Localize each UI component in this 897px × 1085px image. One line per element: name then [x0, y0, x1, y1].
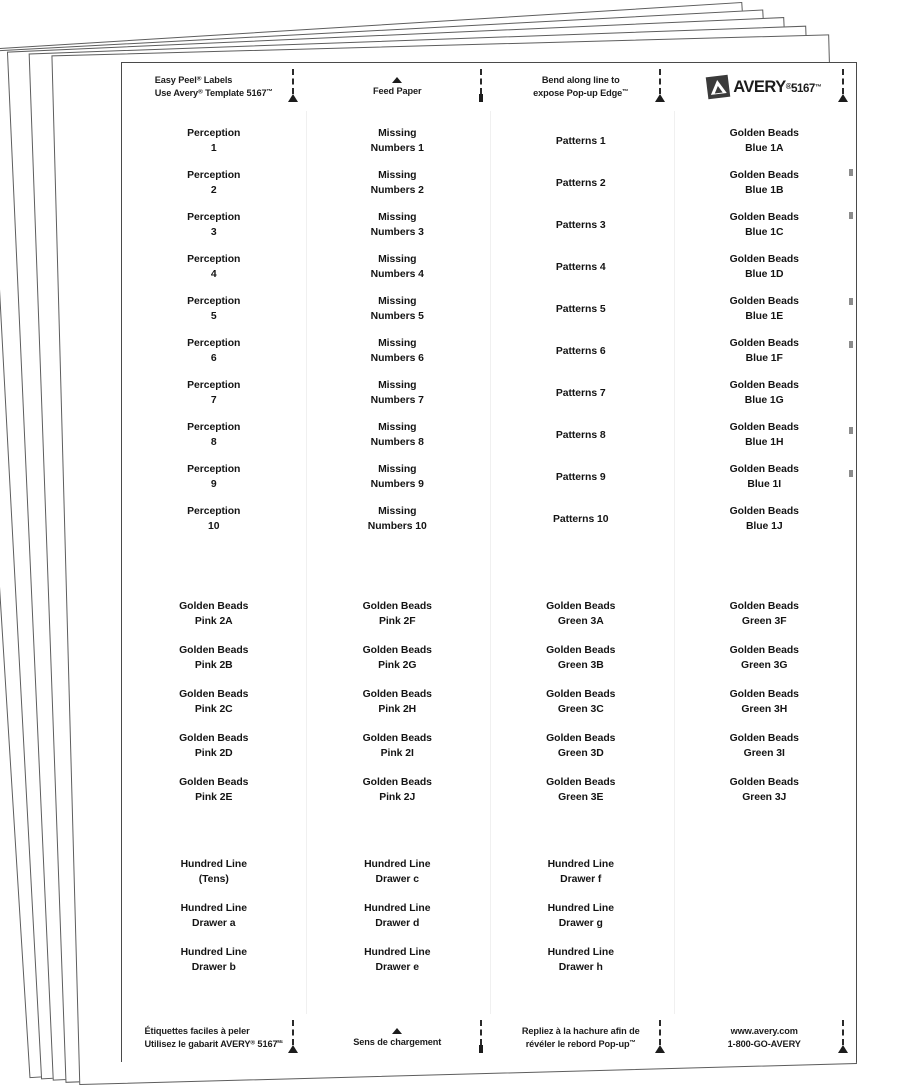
label-cell[interactable] [122, 415, 306, 457]
label-cell[interactable] [306, 681, 490, 725]
label-text-line: 8 [210, 437, 217, 448]
label-text-line: Drawer a [192, 918, 236, 929]
label-cell[interactable] [489, 373, 673, 415]
column-golden-beads-green-a-e [489, 593, 673, 813]
avery-website[interactable]: www.avery.com [730, 1026, 798, 1037]
label-cell[interactable] [122, 373, 306, 415]
label-text-line: Perception [187, 170, 241, 182]
label-cell[interactable] [306, 373, 490, 415]
label-text-line: Missing [378, 464, 417, 476]
label-cell[interactable] [489, 331, 673, 373]
label-cell[interactable] [122, 247, 306, 289]
easy-peel-instruction [122, 63, 306, 111]
label-cell[interactable] [306, 121, 490, 163]
label-text-line: Missing [378, 506, 417, 518]
label-text-line: Golden Beads [546, 689, 616, 701]
label-cell[interactable] [122, 121, 306, 163]
sheet-footer [122, 1014, 856, 1062]
label-cell[interactable] [306, 205, 490, 247]
label-cell[interactable] [489, 457, 673, 499]
label-text-line: Golden Beads [729, 777, 799, 789]
fold-line-arrow-icon [288, 1020, 298, 1053]
label-text-line: Golden Beads [729, 128, 799, 140]
label-cell[interactable] [306, 939, 490, 983]
label-text-line: Patterns 6 [555, 345, 606, 357]
sheet-header [122, 63, 856, 111]
feed-direction-arrow-icon [392, 1028, 402, 1034]
column-hundred-line-empty [673, 851, 857, 983]
column-golden-beads-blue [673, 121, 857, 541]
label-grid [122, 111, 856, 1014]
label-cell[interactable] [122, 939, 306, 983]
label-text-line: Blue 1D [745, 269, 784, 280]
label-cell[interactable] [122, 637, 306, 681]
label-text-line: Pink 2F [378, 616, 416, 627]
label-text-line: Drawer g [558, 918, 603, 929]
fold-line-arrow-icon [838, 69, 848, 102]
label-text-line: Hundred Line [547, 903, 614, 915]
label-text-line: Missing [378, 422, 417, 434]
label-cell[interactable] [489, 415, 673, 457]
label-text-line: Golden Beads [729, 689, 799, 701]
label-text-line: Golden Beads [729, 170, 799, 182]
label-text-line: Perception [187, 506, 241, 518]
label-text-line: Hundred Line [180, 903, 247, 915]
label-text-line: Golden Beads [729, 601, 799, 613]
label-text-line: Golden Beads [362, 733, 432, 745]
label-text-line: Golden Beads [362, 601, 432, 613]
label-cell[interactable] [489, 121, 673, 163]
label-text-line: Golden Beads [546, 601, 616, 613]
label-text-line: 10 [208, 521, 220, 532]
bend-line-instruction [489, 63, 673, 111]
avery-brand-logo [673, 63, 857, 111]
label-text-line: Golden Beads [729, 254, 799, 266]
label-text-line: Pink 2G [378, 660, 417, 671]
label-text-line: Drawer h [558, 962, 603, 973]
column-missing-numbers [306, 121, 490, 541]
label-text-line: Green 3H [741, 704, 788, 715]
label-text-line: Patterns 7 [555, 387, 606, 399]
avery-phone: 1-800-GO-AVERY [727, 1039, 801, 1049]
label-text-line: Perception [187, 128, 241, 140]
label-text-line: Numbers 5 [370, 311, 424, 322]
label-text-line: Golden Beads [179, 689, 249, 701]
label-text-line: Patterns 9 [555, 471, 606, 483]
label-text-line: Pink 2C [194, 704, 233, 715]
label-text-line: Patterns 4 [555, 261, 606, 273]
feed-paper-label: Feed Paper [372, 85, 422, 96]
label-text-line: Missing [378, 254, 417, 266]
label-text-line: Numbers 1 [370, 143, 424, 154]
fold-line-arrow-icon [655, 1020, 665, 1053]
label-text-line: Green 3A [557, 616, 604, 627]
label-text-line: Numbers 10 [367, 521, 427, 532]
label-text-line: Golden Beads [362, 689, 432, 701]
column-golden-beads-pink-f-j [306, 593, 490, 813]
label-text-line: Hundred Line [364, 903, 431, 915]
label-cell[interactable] [122, 499, 306, 541]
feed-paper-instruction [306, 63, 490, 111]
label-text-line: Perception [187, 254, 241, 266]
label-cell[interactable] [306, 247, 490, 289]
column-patterns [489, 121, 673, 541]
label-text-line: Numbers 8 [370, 437, 424, 448]
label-text-line: Perception [187, 464, 241, 476]
label-text-line: Missing [378, 296, 417, 308]
front-label-sheet [121, 62, 857, 1062]
label-cell[interactable] [673, 457, 857, 499]
label-text-line: Blue 1A [745, 143, 784, 154]
label-cell[interactable] [673, 769, 857, 813]
label-cell[interactable] [489, 205, 673, 247]
label-cell[interactable] [489, 725, 673, 769]
label-text-line: Numbers 3 [370, 227, 424, 238]
label-text-line: Perception [187, 338, 241, 350]
label-text-line: Green 3J [742, 792, 787, 803]
label-text-line: Golden Beads [362, 645, 432, 657]
label-cell[interactable] [122, 205, 306, 247]
label-cell[interactable] [673, 289, 857, 331]
column-hundred-line-2 [306, 851, 490, 983]
label-cell[interactable] [306, 851, 490, 895]
label-text-line: Golden Beads [179, 601, 249, 613]
band-perception-patterns-blue [122, 121, 856, 541]
bend-line-2: expose Pop-up Edge™ [533, 88, 629, 98]
label-cell[interactable] [306, 331, 490, 373]
label-text-line: Blue 1C [745, 227, 784, 238]
label-text-line: Perception [187, 296, 241, 308]
label-cell[interactable] [489, 163, 673, 205]
label-cell[interactable] [122, 593, 306, 637]
label-text-line: Numbers 6 [370, 353, 424, 364]
label-cell[interactable] [489, 851, 673, 895]
label-cell[interactable] [122, 725, 306, 769]
label-text-line: Patterns 1 [555, 135, 606, 147]
label-cell[interactable] [489, 939, 673, 983]
label-text-line: Blue 1F [745, 353, 783, 364]
label-cell[interactable] [673, 681, 857, 725]
label-text-line: Pink 2D [194, 748, 233, 759]
label-cell[interactable] [122, 895, 306, 939]
fold-line-slab-icon [479, 1020, 483, 1053]
label-cell[interactable] [489, 769, 673, 813]
column-golden-beads-pink-a-e [122, 593, 306, 813]
label-text-line: Drawer c [375, 874, 419, 885]
label-text-line: Missing [378, 338, 417, 350]
label-text-line: Perception [187, 422, 241, 434]
label-text-line: 4 [210, 269, 217, 280]
label-cell[interactable] [673, 637, 857, 681]
easy-peel-line-2: Use Avery® Template 5167™ [154, 88, 273, 98]
label-text-line: 3 [210, 227, 217, 238]
label-text-line: Blue 1I [747, 479, 782, 490]
label-cell[interactable] [673, 163, 857, 205]
label-text-line: Numbers 2 [370, 185, 424, 196]
label-text-line: Golden Beads [729, 645, 799, 657]
label-text-line: Pink 2I [380, 748, 414, 759]
label-text-line: Patterns 5 [555, 303, 606, 315]
label-text-line: Numbers 4 [370, 269, 424, 280]
feed-direction-arrow-icon [392, 77, 402, 83]
column-hundred-line-1 [122, 851, 306, 983]
label-text-line: Golden Beads [729, 733, 799, 745]
repliez-hachure-instruction [489, 1014, 673, 1062]
column-golden-beads-green-f-j [673, 593, 857, 813]
label-cell[interactable] [122, 851, 306, 895]
label-text-line: Patterns 8 [555, 429, 606, 441]
label-cell[interactable] [122, 289, 306, 331]
label-cell[interactable] [489, 289, 673, 331]
label-text-line: Blue 1E [745, 311, 784, 322]
label-text-line: Golden Beads [362, 777, 432, 789]
label-text-line: Golden Beads [729, 506, 799, 518]
label-text-line: Numbers 9 [370, 479, 424, 490]
label-text-line: Golden Beads [729, 212, 799, 224]
label-text-line: Golden Beads [546, 645, 616, 657]
etiquettes-line-2: Utilisez le gabarit AVERY® $5167^{ᴹᶜ}$ [144, 1039, 284, 1049]
fold-line-arrow-icon [655, 69, 665, 102]
label-text-line: Hundred Line [180, 859, 247, 871]
label-text-line: Drawer b [191, 962, 236, 973]
band-golden-beads-pink-green [122, 593, 856, 813]
label-text-line: Pink 2B [194, 660, 233, 671]
label-cell[interactable] [489, 895, 673, 939]
label-text-line: Pink 2J [379, 792, 416, 803]
label-text-line: Blue 1J [745, 521, 783, 532]
label-text-line: Golden Beads [546, 777, 616, 789]
label-cell[interactable] [306, 725, 490, 769]
registered-mark: ® [785, 81, 792, 91]
label-text-line: Golden Beads [729, 338, 799, 350]
label-cell[interactable] [122, 457, 306, 499]
label-text-line: Pink 2A [194, 616, 233, 627]
label-text-line: Golden Beads [729, 464, 799, 476]
label-text-line: Green 3F [741, 616, 787, 627]
label-text-line: Hundred Line [547, 947, 614, 959]
template-code: 5167 [791, 82, 815, 95]
label-cell[interactable] [306, 499, 490, 541]
label-cell[interactable] [306, 289, 490, 331]
label-cell[interactable] [306, 415, 490, 457]
repliez-line-2: révéler le rebord Pop-up™ [525, 1039, 636, 1049]
label-cell[interactable] [673, 499, 857, 541]
label-text-line: Blue 1H [745, 437, 784, 448]
label-cell[interactable] [673, 415, 857, 457]
label-cell[interactable] [306, 163, 490, 205]
label-text-line: Green 3D [557, 748, 604, 759]
etiquettes-instruction [122, 1014, 306, 1062]
label-cell[interactable] [122, 769, 306, 813]
label-text-line: Patterns 2 [555, 177, 606, 189]
label-cell[interactable] [306, 593, 490, 637]
label-text-line: Missing [378, 380, 417, 392]
avery-wordmark: AVERY [733, 77, 786, 96]
label-text-line: Green 3I [743, 748, 785, 759]
label-text-line: Numbers 7 [370, 395, 424, 406]
label-text-line: Hundred Line [547, 859, 614, 871]
label-text-line: Drawer d [375, 918, 420, 929]
label-text-line: Hundred Line [180, 947, 247, 959]
label-cell[interactable] [306, 637, 490, 681]
label-text-line: 5 [210, 311, 217, 322]
fold-line-arrow-icon [838, 1020, 848, 1053]
label-cell[interactable] [122, 163, 306, 205]
label-text-line: Golden Beads [179, 645, 249, 657]
label-text-line: Golden Beads [546, 733, 616, 745]
label-text-line: Missing [378, 170, 417, 182]
sens-de-chargement-instruction [306, 1014, 490, 1062]
label-text-line: 6 [210, 353, 217, 364]
label-text-line: Hundred Line [364, 859, 431, 871]
etiquettes-line-1: Étiquettes faciles à peler [144, 1026, 250, 1037]
label-text-line: Missing [378, 128, 417, 140]
label-text-line: Drawer f [560, 874, 602, 885]
label-text-line: Patterns 10 [553, 513, 609, 525]
label-cell[interactable] [673, 247, 857, 289]
column-perception [122, 121, 306, 541]
label-cell[interactable] [306, 457, 490, 499]
label-cell[interactable] [306, 769, 490, 813]
label-cell[interactable] [489, 247, 673, 289]
label-text-line: 9 [210, 479, 217, 490]
label-text-line: 1 [210, 143, 217, 154]
label-text-line: Golden Beads [179, 777, 249, 789]
label-text-line: 2 [210, 185, 217, 196]
sens-de-chargement-label: Sens de chargement [353, 1036, 442, 1047]
easy-peel-line-1: Easy Peel® Labels [154, 75, 233, 86]
label-text-line: Golden Beads [729, 380, 799, 392]
label-text-line: Drawer e [375, 962, 419, 973]
label-text-line: Pink 2H [378, 704, 417, 715]
bend-line-1: Bend along line to [541, 75, 620, 86]
label-cell[interactable] [122, 331, 306, 373]
label-cell[interactable] [489, 499, 673, 541]
label-text-line: Blue 1B [745, 185, 784, 196]
band-hundred-line [122, 851, 856, 983]
label-text-line: Patterns 3 [555, 219, 606, 231]
avery-contact-info [673, 1014, 857, 1062]
label-text-line: Green 3C [557, 704, 604, 715]
column-hundred-line-3 [489, 851, 673, 983]
label-cell[interactable] [673, 725, 857, 769]
label-cell[interactable] [489, 681, 673, 725]
fold-line-slab-icon [479, 69, 483, 102]
label-cell[interactable] [306, 895, 490, 939]
label-text-line: Missing [378, 212, 417, 224]
fold-line-arrow-icon [288, 69, 298, 102]
label-text-line: Green 3B [557, 660, 604, 671]
label-text-line: 7 [210, 395, 217, 406]
label-cell[interactable] [122, 681, 306, 725]
label-text-line: Pink 2E [195, 792, 233, 803]
label-cell[interactable] [673, 331, 857, 373]
label-text-line: Golden Beads [179, 733, 249, 745]
label-text-line: Blue 1G [744, 395, 784, 406]
label-cell[interactable] [673, 373, 857, 415]
label-cell[interactable] [673, 121, 857, 163]
avery-triangle-logo-icon [706, 75, 731, 100]
label-text-line: Golden Beads [729, 296, 799, 308]
label-text-line: Hundred Line [364, 947, 431, 959]
repliez-line-1: Repliez à la hachure afin de [521, 1026, 640, 1037]
label-text-line: Perception [187, 212, 241, 224]
label-cell[interactable] [489, 593, 673, 637]
label-text-line: Golden Beads [729, 422, 799, 434]
label-cell[interactable] [489, 637, 673, 681]
label-text-line: Green 3G [741, 660, 788, 671]
label-text-line: Perception [187, 380, 241, 392]
label-text-line: Green 3E [558, 792, 604, 803]
trademark-mark: ™ [814, 83, 822, 91]
label-cell[interactable] [673, 205, 857, 247]
label-cell[interactable] [673, 593, 857, 637]
label-text-line: (Tens) [198, 874, 229, 885]
